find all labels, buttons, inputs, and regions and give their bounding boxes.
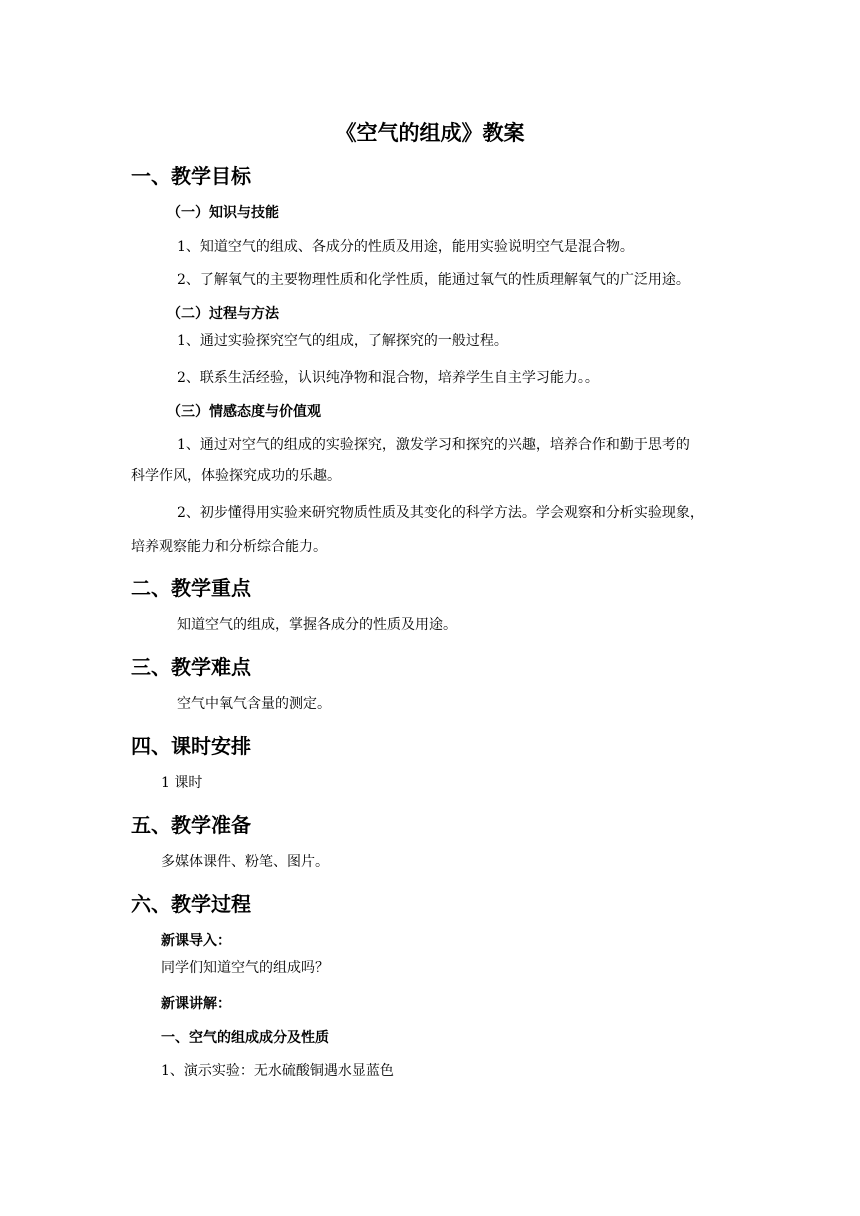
subheading-process-method: （二）过程与方法 (167, 306, 279, 322)
document-title: 《空气的组成》教案 (335, 121, 525, 145)
label-intro: 新课导入： (161, 933, 231, 949)
paragraph: 2、初步懂得用实验来研究物质性质及其变化的科学方法。学会观察和分析实验现象， (177, 505, 704, 521)
section-heading-process: 六、教学过程 (131, 892, 251, 916)
paragraph: 同学们知道空气的组成吗？ (161, 960, 329, 976)
paragraph: 多媒体课件、粉笔、图片。 (161, 854, 329, 870)
paragraph: 培养观察能力和分析综合能力。 (131, 539, 327, 555)
section-heading-schedule: 四、课时安排 (131, 734, 251, 758)
paragraph: 知道空气的组成，掌握各成分的性质及用途。 (177, 617, 457, 633)
section-heading-preparation: 五、教学准备 (131, 813, 251, 837)
paragraph: 1、通过实验探究空气的组成，了解探究的一般过程。 (177, 333, 508, 349)
section-heading-difficulties: 三、教学难点 (131, 655, 251, 679)
subheading-attitude-values: （三）情感态度与价值观 (167, 404, 321, 420)
subheading-air-components: 一、空气的组成成分及性质 (161, 1030, 329, 1046)
section-heading-goals: 一、教学目标 (131, 164, 251, 188)
subheading-knowledge-skills: （一）知识与技能 (167, 205, 279, 221)
paragraph: 1、通过对空气的组成的实验探究，激发学习和探究的兴趣，培养合作和勤于思考的 (177, 437, 690, 453)
label-lecture: 新课讲解： (161, 996, 231, 1012)
section-heading-key-points: 二、教学重点 (131, 576, 251, 600)
paragraph: 1、知道空气的组成、各成分的性质及用途，能用实验说明空气是混合物。 (177, 239, 634, 255)
paragraph: 空气中氧气含量的测定。 (177, 696, 331, 712)
paragraph: 2、联系生活经验，认识纯净物和混合物，培养学生自主学习能力。。 (177, 370, 599, 386)
paragraph: 2、了解氧气的主要物理性质和化学性质，能通过氧气的性质理解氧气的广泛用途。 (177, 272, 690, 288)
paragraph: 1、演示实验：无水硫酸铜遇水显蓝色 (161, 1063, 394, 1079)
paragraph: 1 课时 (161, 775, 203, 791)
paragraph: 科学作风，体验探究成功的乐趣。 (131, 468, 341, 484)
